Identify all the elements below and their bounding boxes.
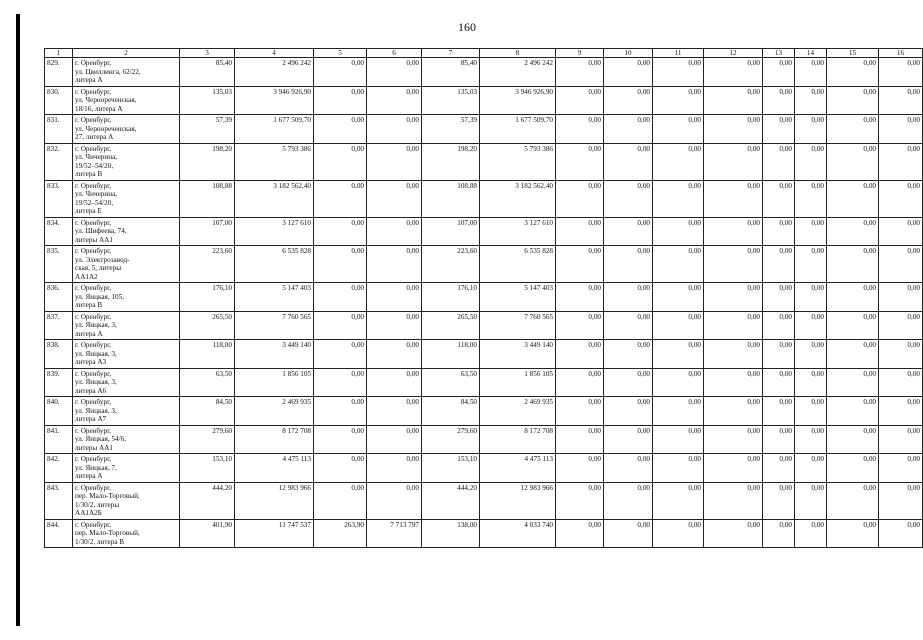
value-cell-col-16: 0,00 <box>879 340 923 369</box>
value-cell-col-10: 0,00 <box>604 482 653 519</box>
value-cell-col-5: 0,00 <box>314 115 367 144</box>
value-cell-col-13: 0,00 <box>763 180 795 217</box>
value-cell-col-7: 279,60 <box>422 425 480 454</box>
value-cell-col-3: 153,10 <box>180 454 235 483</box>
value-cell-col-14: 0,00 <box>795 397 827 426</box>
value-cell-col-8: 3 449 140 <box>480 340 556 369</box>
value-cell-col-7: 63,50 <box>422 368 480 397</box>
value-cell-col-9: 0,00 <box>556 340 604 369</box>
value-cell-col-11: 0,00 <box>653 217 704 246</box>
value-cell-col-12: 0,00 <box>704 397 763 426</box>
value-cell-col-10: 0,00 <box>604 368 653 397</box>
value-cell-col-10: 0,00 <box>604 425 653 454</box>
value-cell-col-13: 0,00 <box>763 283 795 312</box>
column-number-2: 2 <box>73 49 180 58</box>
value-cell-col-7: 85,40 <box>422 58 480 87</box>
row-number: 840. <box>45 397 73 426</box>
value-cell-col-10: 0,00 <box>604 217 653 246</box>
column-number-4: 4 <box>235 49 314 58</box>
address-cell: г. Оренбург, ул. Чичерина, 19/52–54/20, литера Е <box>73 180 180 217</box>
column-number-10: 10 <box>604 49 653 58</box>
value-cell-col-10: 0,00 <box>604 143 653 180</box>
value-cell-col-3: 223,60 <box>180 246 235 283</box>
value-cell-col-11: 0,00 <box>653 454 704 483</box>
value-cell-col-9: 0,00 <box>556 519 604 548</box>
column-number-5: 5 <box>314 49 367 58</box>
value-cell-col-8: 2 469 935 <box>480 397 556 426</box>
value-cell-col-13: 0,00 <box>763 368 795 397</box>
address-cell: г. Оренбург, ул. Электрозавод- ская, 5, литеры АА1А2 <box>73 246 180 283</box>
value-cell-col-11: 0,00 <box>653 368 704 397</box>
value-cell-col-11: 0,00 <box>653 425 704 454</box>
value-cell-col-9: 0,00 <box>556 143 604 180</box>
value-cell-col-6: 0,00 <box>367 397 422 426</box>
value-cell-col-6: 0,00 <box>367 58 422 87</box>
value-cell-col-14: 0,00 <box>795 454 827 483</box>
row-number: 833. <box>45 180 73 217</box>
value-cell-col-5: 0,00 <box>314 217 367 246</box>
column-number-15: 15 <box>827 49 879 58</box>
value-cell-col-9: 0,00 <box>556 425 604 454</box>
value-cell-col-6: 0,00 <box>367 368 422 397</box>
value-cell-col-12: 0,00 <box>704 340 763 369</box>
value-cell-col-16: 0,00 <box>879 180 923 217</box>
value-cell-col-4: 5 793 386 <box>235 143 314 180</box>
value-cell-col-11: 0,00 <box>653 115 704 144</box>
value-cell-col-15: 0,00 <box>827 246 879 283</box>
table-body <box>45 58 923 548</box>
value-cell-col-13: 0,00 <box>763 425 795 454</box>
value-cell-col-4: 7 760 565 <box>235 311 314 340</box>
value-cell-col-14: 0,00 <box>795 340 827 369</box>
value-cell-col-8: 1 856 105 <box>480 368 556 397</box>
value-cell-col-6: 0,00 <box>367 340 422 369</box>
value-cell-col-3: 85,40 <box>180 58 235 87</box>
value-cell-col-5: 0,00 <box>314 397 367 426</box>
value-cell-col-11: 0,00 <box>653 340 704 369</box>
value-cell-col-11: 0,00 <box>653 397 704 426</box>
value-cell-col-9: 0,00 <box>556 58 604 87</box>
column-number-13: 13 <box>763 49 795 58</box>
value-cell-col-16: 0,00 <box>879 86 923 115</box>
value-cell-col-7: 176,10 <box>422 283 480 312</box>
value-cell-col-5: 0,00 <box>314 368 367 397</box>
value-cell-col-14: 0,00 <box>795 425 827 454</box>
value-cell-col-4: 1 856 105 <box>235 368 314 397</box>
value-cell-col-5: 0,00 <box>314 482 367 519</box>
value-cell-col-8: 3 182 562,40 <box>480 180 556 217</box>
value-cell-col-9: 0,00 <box>556 311 604 340</box>
value-cell-col-15: 0,00 <box>827 425 879 454</box>
value-cell-col-11: 0,00 <box>653 86 704 115</box>
page-number: 160 <box>458 20 476 34</box>
value-cell-col-16: 0,00 <box>879 283 923 312</box>
column-number-12: 12 <box>704 49 763 58</box>
address-cell: г. Оренбург, пер. Мало-Торговый, 1/30/2, литера В <box>73 519 180 548</box>
row-number: 829. <box>45 58 73 87</box>
value-cell-col-8: 8 172 708 <box>480 425 556 454</box>
value-cell-col-8: 3 946 926,90 <box>480 86 556 115</box>
value-cell-col-4: 8 172 708 <box>235 425 314 454</box>
value-cell-col-4: 3 127 610 <box>235 217 314 246</box>
property-table <box>44 48 923 548</box>
value-cell-col-5: 0,00 <box>314 425 367 454</box>
value-cell-col-5: 0,00 <box>314 86 367 115</box>
table-row <box>45 425 923 454</box>
table-row <box>45 143 923 180</box>
value-cell-col-8: 4 033 740 <box>480 519 556 548</box>
address-cell: г. Оренбург, пер. Мало-Торговый, 1/30/2, литеры АА1А2Б <box>73 482 180 519</box>
value-cell-col-5: 0,00 <box>314 311 367 340</box>
row-number: 843. <box>45 482 73 519</box>
value-cell-col-10: 0,00 <box>604 58 653 87</box>
value-cell-col-4: 5 147 403 <box>235 283 314 312</box>
value-cell-col-11: 0,00 <box>653 482 704 519</box>
value-cell-col-3: 176,10 <box>180 283 235 312</box>
value-cell-col-5: 0,00 <box>314 246 367 283</box>
column-number-9: 9 <box>556 49 604 58</box>
value-cell-col-8: 5 147 403 <box>480 283 556 312</box>
value-cell-col-14: 0,00 <box>795 180 827 217</box>
row-number: 835. <box>45 246 73 283</box>
table-row <box>45 115 923 144</box>
value-cell-col-9: 0,00 <box>556 180 604 217</box>
value-cell-col-3: 84,50 <box>180 397 235 426</box>
value-cell-col-7: 108,88 <box>422 180 480 217</box>
row-number: 832. <box>45 143 73 180</box>
value-cell-col-15: 0,00 <box>827 58 879 87</box>
value-cell-col-15: 0,00 <box>827 180 879 217</box>
value-cell-col-16: 0,00 <box>879 217 923 246</box>
value-cell-col-12: 0,00 <box>704 86 763 115</box>
value-cell-col-9: 0,00 <box>556 115 604 144</box>
value-cell-col-7: 153,10 <box>422 454 480 483</box>
value-cell-col-6: 0,00 <box>367 482 422 519</box>
value-cell-col-5: 0,00 <box>314 340 367 369</box>
table-row <box>45 58 923 87</box>
value-cell-col-11: 0,00 <box>653 283 704 312</box>
value-cell-col-12: 0,00 <box>704 368 763 397</box>
value-cell-col-15: 0,00 <box>827 454 879 483</box>
value-cell-col-16: 0,00 <box>879 246 923 283</box>
value-cell-col-3: 265,50 <box>180 311 235 340</box>
value-cell-col-4: 11 747 537 <box>235 519 314 548</box>
value-cell-col-14: 0,00 <box>795 143 827 180</box>
value-cell-col-7: 223,60 <box>422 246 480 283</box>
row-number: 842. <box>45 454 73 483</box>
value-cell-col-3: 401,90 <box>180 519 235 548</box>
value-cell-col-12: 0,00 <box>704 246 763 283</box>
value-cell-col-8: 2 496 242 <box>480 58 556 87</box>
value-cell-col-8: 12 983 966 <box>480 482 556 519</box>
value-cell-col-3: 118,00 <box>180 340 235 369</box>
value-cell-col-15: 0,00 <box>827 482 879 519</box>
value-cell-col-15: 0,00 <box>827 283 879 312</box>
value-cell-col-12: 0,00 <box>704 58 763 87</box>
value-cell-col-7: 135,03 <box>422 86 480 115</box>
value-cell-col-13: 0,00 <box>763 217 795 246</box>
value-cell-col-12: 0,00 <box>704 283 763 312</box>
value-cell-col-8: 7 760 565 <box>480 311 556 340</box>
value-cell-col-5: 0,00 <box>314 58 367 87</box>
value-cell-col-5: 0,00 <box>314 283 367 312</box>
table-row <box>45 340 923 369</box>
row-number: 831. <box>45 115 73 144</box>
table-row <box>45 86 923 115</box>
value-cell-col-13: 0,00 <box>763 519 795 548</box>
value-cell-col-13: 0,00 <box>763 246 795 283</box>
value-cell-col-15: 0,00 <box>827 311 879 340</box>
value-cell-col-15: 0,00 <box>827 86 879 115</box>
value-cell-col-9: 0,00 <box>556 482 604 519</box>
address-cell: г. Оренбург, ул. Яицкая, 105, литера В <box>73 283 180 312</box>
value-cell-col-12: 0,00 <box>704 454 763 483</box>
row-number: 830. <box>45 86 73 115</box>
value-cell-col-16: 0,00 <box>879 482 923 519</box>
value-cell-col-3: 57,39 <box>180 115 235 144</box>
row-number: 844. <box>45 519 73 548</box>
value-cell-col-14: 0,00 <box>795 482 827 519</box>
value-cell-col-4: 3 449 140 <box>235 340 314 369</box>
value-cell-col-12: 0,00 <box>704 425 763 454</box>
value-cell-col-14: 0,00 <box>795 58 827 87</box>
row-number: 837. <box>45 311 73 340</box>
value-cell-col-14: 0,00 <box>795 246 827 283</box>
value-cell-col-12: 0,00 <box>704 482 763 519</box>
value-cell-col-6: 0,00 <box>367 454 422 483</box>
value-cell-col-7: 107,00 <box>422 217 480 246</box>
value-cell-col-16: 0,00 <box>879 368 923 397</box>
value-cell-col-11: 0,00 <box>653 311 704 340</box>
value-cell-col-8: 3 127 610 <box>480 217 556 246</box>
value-cell-col-14: 0,00 <box>795 115 827 144</box>
value-cell-col-15: 0,00 <box>827 519 879 548</box>
value-cell-col-9: 0,00 <box>556 246 604 283</box>
value-cell-col-6: 0,00 <box>367 311 422 340</box>
column-number-row <box>45 49 923 58</box>
value-cell-col-8: 5 793 386 <box>480 143 556 180</box>
value-cell-col-6: 0,00 <box>367 115 422 144</box>
address-cell: г. Оренбург, ул. Яицкая, 7, литера А <box>73 454 180 483</box>
table-row <box>45 397 923 426</box>
value-cell-col-11: 0,00 <box>653 246 704 283</box>
value-cell-col-16: 0,00 <box>879 397 923 426</box>
row-number: 834. <box>45 217 73 246</box>
address-cell: г. Оренбург, ул. Шифеева, 74, литеры АА1 <box>73 217 180 246</box>
value-cell-col-6: 0,00 <box>367 180 422 217</box>
value-cell-col-4: 6 535 828 <box>235 246 314 283</box>
value-cell-col-10: 0,00 <box>604 454 653 483</box>
page-edge-bar <box>16 14 20 626</box>
value-cell-col-8: 1 677 509,70 <box>480 115 556 144</box>
table-row <box>45 180 923 217</box>
address-cell: г. Оренбург, ул. Яицкая, 3, литера А <box>73 311 180 340</box>
column-number-16: 16 <box>879 49 923 58</box>
value-cell-col-16: 0,00 <box>879 311 923 340</box>
value-cell-col-7: 198,20 <box>422 143 480 180</box>
table-row <box>45 311 923 340</box>
value-cell-col-9: 0,00 <box>556 86 604 115</box>
value-cell-col-3: 444,20 <box>180 482 235 519</box>
value-cell-col-7: 265,50 <box>422 311 480 340</box>
value-cell-col-4: 1 677 509,70 <box>235 115 314 144</box>
value-cell-col-4: 4 475 113 <box>235 454 314 483</box>
value-cell-col-5: 0,00 <box>314 143 367 180</box>
address-cell: г. Оренбург, ул. Чернореченская, 18/16, литера А <box>73 86 180 115</box>
value-cell-col-6: 0,00 <box>367 143 422 180</box>
value-cell-col-4: 2 469 935 <box>235 397 314 426</box>
address-cell: г. Оренбург, ул. Яицкая, 3, литера А6 <box>73 368 180 397</box>
value-cell-col-3: 279,60 <box>180 425 235 454</box>
value-cell-col-6: 0,00 <box>367 425 422 454</box>
value-cell-col-13: 0,00 <box>763 454 795 483</box>
table-row <box>45 217 923 246</box>
column-number-11: 11 <box>653 49 704 58</box>
value-cell-col-6: 0,00 <box>367 246 422 283</box>
value-cell-col-9: 0,00 <box>556 217 604 246</box>
value-cell-col-15: 0,00 <box>827 340 879 369</box>
value-cell-col-16: 0,00 <box>879 454 923 483</box>
value-cell-col-13: 0,00 <box>763 397 795 426</box>
value-cell-col-12: 0,00 <box>704 115 763 144</box>
column-number-7: 7 <box>422 49 480 58</box>
value-cell-col-9: 0,00 <box>556 368 604 397</box>
address-cell: г. Оренбург, ул. Яицкая, 3, литера А3 <box>73 340 180 369</box>
value-cell-col-12: 0,00 <box>704 143 763 180</box>
value-cell-col-13: 0,00 <box>763 115 795 144</box>
value-cell-col-12: 0,00 <box>704 217 763 246</box>
table-row <box>45 246 923 283</box>
value-cell-col-16: 0,00 <box>879 425 923 454</box>
address-cell: г. Оренбург, ул. Цвиллинга, 62/22, литера А <box>73 58 180 87</box>
column-number-14: 14 <box>795 49 827 58</box>
value-cell-col-13: 0,00 <box>763 311 795 340</box>
value-cell-col-9: 0,00 <box>556 397 604 426</box>
value-cell-col-4: 3 946 926,90 <box>235 86 314 115</box>
row-number: 839. <box>45 368 73 397</box>
value-cell-col-5: 0,00 <box>314 180 367 217</box>
value-cell-col-3: 135,03 <box>180 86 235 115</box>
value-cell-col-7: 118,00 <box>422 340 480 369</box>
value-cell-col-6: 0,00 <box>367 217 422 246</box>
value-cell-col-7: 57,39 <box>422 115 480 144</box>
value-cell-col-14: 0,00 <box>795 368 827 397</box>
value-cell-col-10: 0,00 <box>604 397 653 426</box>
value-cell-col-3: 63,50 <box>180 368 235 397</box>
value-cell-col-9: 0,00 <box>556 454 604 483</box>
value-cell-col-15: 0,00 <box>827 115 879 144</box>
value-cell-col-7: 84,50 <box>422 397 480 426</box>
value-cell-col-11: 0,00 <box>653 180 704 217</box>
value-cell-col-14: 0,00 <box>795 311 827 340</box>
column-number-6: 6 <box>367 49 422 58</box>
value-cell-col-12: 0,00 <box>704 311 763 340</box>
table-row <box>45 368 923 397</box>
value-cell-col-4: 2 496 242 <box>235 58 314 87</box>
value-cell-col-5: 0,00 <box>314 454 367 483</box>
value-cell-col-14: 0,00 <box>795 86 827 115</box>
value-cell-col-6: 0,00 <box>367 283 422 312</box>
value-cell-col-9: 0,00 <box>556 283 604 312</box>
row-number: 838. <box>45 340 73 369</box>
value-cell-col-11: 0,00 <box>653 519 704 548</box>
value-cell-col-5: 263,90 <box>314 519 367 548</box>
value-cell-col-4: 3 182 562,40 <box>235 180 314 217</box>
value-cell-col-15: 0,00 <box>827 397 879 426</box>
value-cell-col-3: 108,88 <box>180 180 235 217</box>
value-cell-col-16: 0,00 <box>879 58 923 87</box>
value-cell-col-14: 0,00 <box>795 519 827 548</box>
value-cell-col-11: 0,00 <box>653 143 704 180</box>
value-cell-col-14: 0,00 <box>795 217 827 246</box>
column-number-1: 1 <box>45 49 73 58</box>
value-cell-col-6: 0,00 <box>367 86 422 115</box>
table-row <box>45 519 923 548</box>
value-cell-col-8: 6 535 828 <box>480 246 556 283</box>
value-cell-col-7: 138,00 <box>422 519 480 548</box>
address-cell: г. Оренбург, ул. Чичерина, 19/52–54/20, литера В <box>73 143 180 180</box>
value-cell-col-16: 0,00 <box>879 143 923 180</box>
value-cell-col-10: 0,00 <box>604 246 653 283</box>
value-cell-col-3: 198,20 <box>180 143 235 180</box>
value-cell-col-12: 0,00 <box>704 519 763 548</box>
value-cell-col-10: 0,00 <box>604 115 653 144</box>
value-cell-col-10: 0,00 <box>604 86 653 115</box>
value-cell-col-10: 0,00 <box>604 340 653 369</box>
column-number-8: 8 <box>480 49 556 58</box>
value-cell-col-13: 0,00 <box>763 58 795 87</box>
value-cell-col-14: 0,00 <box>795 283 827 312</box>
table-row <box>45 482 923 519</box>
value-cell-col-10: 0,00 <box>604 311 653 340</box>
value-cell-col-16: 0,00 <box>879 519 923 548</box>
value-cell-col-10: 0,00 <box>604 519 653 548</box>
table-row <box>45 454 923 483</box>
table-row <box>45 283 923 312</box>
address-cell: г. Оренбург, ул. Яицкая, 3, литера А7 <box>73 397 180 426</box>
value-cell-col-15: 0,00 <box>827 217 879 246</box>
value-cell-col-10: 0,00 <box>604 283 653 312</box>
value-cell-col-13: 0,00 <box>763 143 795 180</box>
value-cell-col-4: 12 983 966 <box>235 482 314 519</box>
row-number: 836. <box>45 283 73 312</box>
value-cell-col-13: 0,00 <box>763 340 795 369</box>
value-cell-col-11: 0,00 <box>653 58 704 87</box>
value-cell-col-3: 107,00 <box>180 217 235 246</box>
value-cell-col-15: 0,00 <box>827 143 879 180</box>
value-cell-col-15: 0,00 <box>827 368 879 397</box>
value-cell-col-7: 444,20 <box>422 482 480 519</box>
column-number-3: 3 <box>180 49 235 58</box>
address-cell: г. Оренбург, ул. Яицкая, 54/6, литеры АА1 <box>73 425 180 454</box>
value-cell-col-8: 4 475 113 <box>480 454 556 483</box>
row-number: 841. <box>45 425 73 454</box>
value-cell-col-6: 7 713 797 <box>367 519 422 548</box>
value-cell-col-13: 0,00 <box>763 482 795 519</box>
value-cell-col-16: 0,00 <box>879 115 923 144</box>
value-cell-col-10: 0,00 <box>604 180 653 217</box>
value-cell-col-12: 0,00 <box>704 180 763 217</box>
address-cell: г. Оренбург, ул. Чернореченская, 27, литера А <box>73 115 180 144</box>
value-cell-col-13: 0,00 <box>763 86 795 115</box>
